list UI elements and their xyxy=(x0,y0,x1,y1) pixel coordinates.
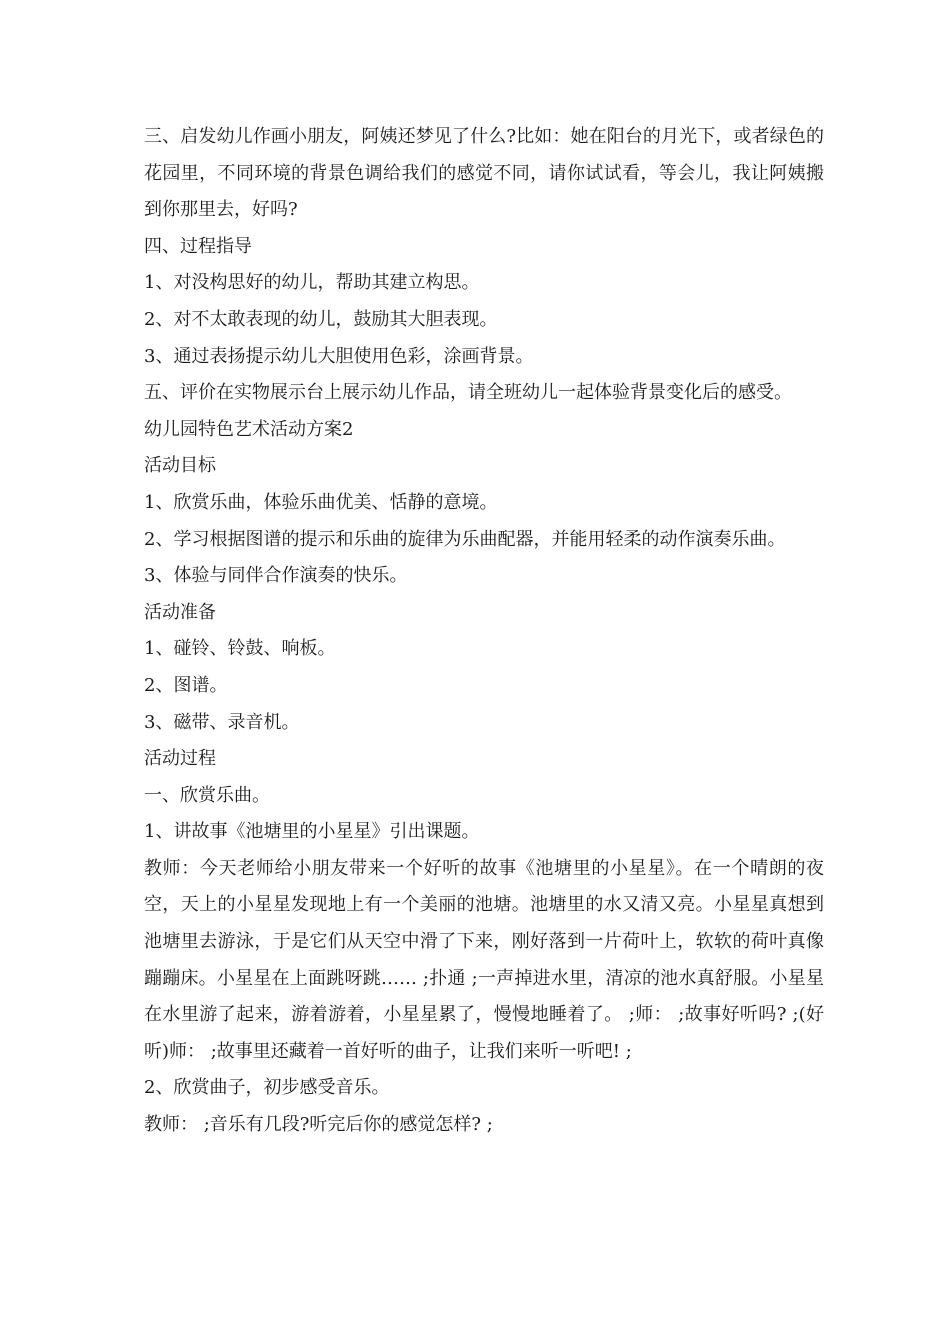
list-item: 2、学习根据图谱的提示和乐曲的旋律为乐曲配器，并能用轻柔的动作演奏乐曲。 xyxy=(144,528,786,550)
heading-activity-goals: 活动目标 xyxy=(144,455,216,477)
heading-activity-process: 活动过程 xyxy=(144,748,216,770)
paragraph-teacher-story: 教师：今天老师给小朋友带来一个好听的故事《池塘里的小星星》。在一个晴朗的夜空，天上的小星星发现地上有一个美丽的池塘。池塘里的水又清又亮。小星星真想到池塘里去游泳，于是它们从天空中滑了下来，刚好落到一片荷叶上，软软的荷叶真像蹦蹦床。小星星在上面跳呀跳…… ;扑通 ;一声掉进水里，清凉的池水真舒服。小星星在水里游了起来，游着游着，小星星累了，慢慢地睡着了。 ;师： ;故事好听吗? ;(好听)师： ;故事里还藏着一首好听的曲子，让我们来听一听吧! ; xyxy=(144,857,824,1062)
list-item: 2、对不太敢表现的幼儿，鼓励其大胆表现。 xyxy=(144,308,498,330)
list-item: 2、图谱。 xyxy=(144,674,228,696)
heading-activity-preparation: 活动准备 xyxy=(144,601,216,623)
section-title: 幼儿园特色艺术活动方案2 xyxy=(144,418,354,440)
subheading-appreciate-music: 一、欣赏乐曲。 xyxy=(144,784,270,806)
list-item: 1、欣赏乐曲，体验乐曲优美、恬静的意境。 xyxy=(144,491,498,513)
paragraph-evaluation: 五、评价在实物展示台上展示幼儿作品，请全班幼儿一起体验背景变化后的感受。 xyxy=(144,382,792,404)
list-item: 1、碰铃、铃鼓、响板。 xyxy=(144,638,336,660)
list-item: 3、通过表扬提示幼儿大胆使用色彩，涂画背景。 xyxy=(144,345,534,367)
paragraph-teacher-question: 教师： ;音乐有几段?听完后你的感觉怎样? ; xyxy=(144,1114,493,1136)
paragraph-inspire-drawing: 三、启发幼儿作画小朋友，阿姨还梦见了什么?比如：她在阳台的月光下，或者绿色的花园里，不同环境的背景色调给我们的感觉不同，请你试试看，等会儿，我让阿姨搬到你那里去，好吗? xyxy=(144,126,824,221)
document-body xyxy=(144,119,824,1144)
list-item: 1、讲故事《池塘里的小星星》引出课题。 xyxy=(144,821,480,843)
list-item: 2、欣赏曲子，初步感受音乐。 xyxy=(144,1077,390,1099)
heading-process-guidance: 四、过程指导 xyxy=(144,235,252,257)
list-item: 1、对没构思好的幼儿，帮助其建立构思。 xyxy=(144,272,480,294)
list-item: 3、体验与同伴合作演奏的快乐。 xyxy=(144,565,408,587)
list-item: 3、磁带、录音机。 xyxy=(144,711,300,733)
